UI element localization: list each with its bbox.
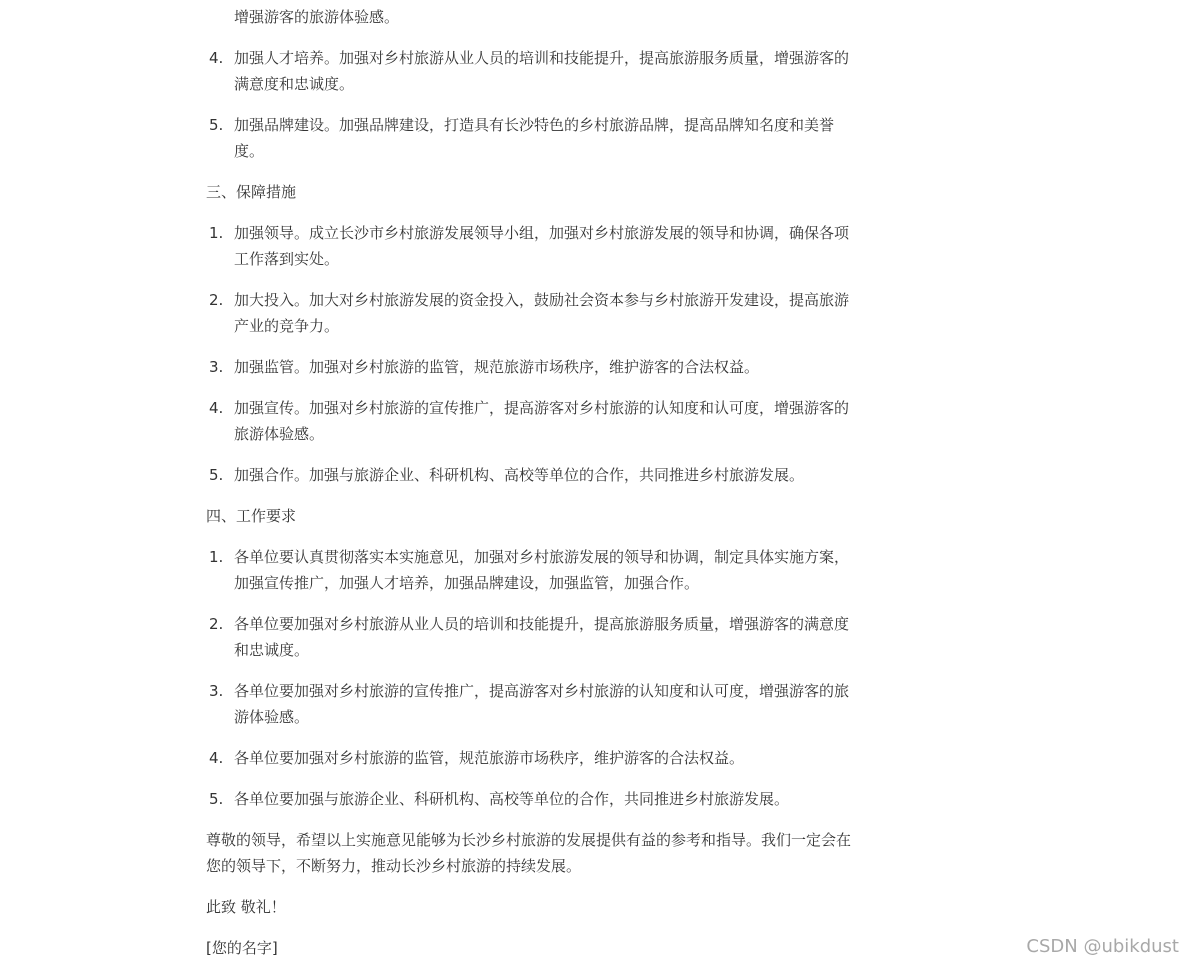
- signature: [您的名字]: [206, 939, 278, 957]
- list-item-text: 加强合作。加强与旅游企业、科研机构、高校等单位的合作，共同推进乡村旅游发展。: [234, 466, 805, 484]
- list-item: [206, 611, 851, 663]
- salutation: 此致 敬礼！: [206, 898, 286, 916]
- list-item: [206, 462, 851, 488]
- list-number: 4.: [209, 399, 224, 417]
- list-number: 3.: [209, 682, 224, 700]
- list-item: [206, 220, 851, 272]
- list-item-text: 加强领导。成立长沙市乡村旅游发展领导小组，加强对乡村旅游发展的领导和协调，确保各项工作落到实处。: [234, 224, 850, 268]
- section3-list: [206, 220, 851, 488]
- list-item-text: 各单位要加强对乡村旅游的宣传推广，提高游客对乡村旅游的认知度和认可度，增强游客的旅游体验感。: [234, 682, 850, 726]
- list-item-text: 加强监管。加强对乡村旅游的监管，规范旅游市场秩序，维护游客的合法权益。: [234, 358, 760, 376]
- list-item: [206, 544, 851, 596]
- list-item: [206, 112, 851, 164]
- article-body: [206, 0, 851, 976]
- list-number: 5.: [209, 790, 224, 808]
- closing-paragraph: 尊敬的领导，希望以上实施意见能够为长沙乡村旅游的发展提供有益的参考和指导。我们一定会在您的领导下，不断努力，推动长沙乡村旅游的持续发展。: [206, 831, 852, 875]
- list-number: 5.: [209, 116, 224, 134]
- section2-tail-list: [206, 45, 851, 164]
- list-item-text: 加强品牌建设。加强品牌建设，打造具有长沙特色的乡村旅游品牌，提高品牌知名度和美誉度。: [234, 116, 835, 160]
- list-item-text: 加大投入。加大对乡村旅游发展的资金投入，鼓励社会资本参与乡村旅游开发建设，提高旅游产业的竞争力。: [234, 291, 850, 335]
- csdn-watermark: CSDN @ubikdust: [1026, 936, 1179, 957]
- list-item-text: 各单位要加强对乡村旅游的监管，规范旅游市场秩序，维护游客的合法权益。: [234, 749, 745, 767]
- list-item-text: 加强人才培养。加强对乡村旅游从业人员的培训和技能提升，提高旅游服务质量，增强游客的满意度和忠诚度。: [234, 49, 850, 93]
- list-item: [206, 395, 851, 447]
- list-number: 4.: [209, 749, 224, 767]
- list-item: [206, 786, 851, 812]
- section4-list: [206, 544, 851, 812]
- list-number: 2.: [209, 291, 224, 309]
- list-number: 2.: [209, 615, 224, 633]
- list-item: [206, 45, 851, 97]
- list-number: 4.: [209, 49, 224, 67]
- list-number: 5.: [209, 466, 224, 484]
- section4-heading: 四、工作要求: [206, 507, 297, 525]
- section3-heading: 三、保障措施: [206, 183, 297, 201]
- list-number: 3.: [209, 358, 224, 376]
- list-item: [206, 287, 851, 339]
- continued-text: 增强游客的旅游体验感。: [234, 8, 400, 26]
- list-item-text: 各单位要加强与旅游企业、科研机构、高校等单位的合作，共同推进乡村旅游发展。: [234, 790, 790, 808]
- list-item: [206, 678, 851, 730]
- list-item: [206, 354, 851, 380]
- list-item-text: 加强宣传。加强对乡村旅游的宣传推广，提高游客对乡村旅游的认知度和认可度，增强游客的旅游体验感。: [234, 399, 850, 443]
- list-number: 1.: [209, 548, 224, 566]
- list-item-text: 各单位要加强对乡村旅游从业人员的培训和技能提升，提高旅游服务质量，增强游客的满意度和忠诚度。: [234, 615, 850, 659]
- list-item-text: 各单位要认真贯彻落实本实施意见，加强对乡村旅游发展的领导和协调，制定具体实施方案，加强宣传推广，加强人才培养，加强品牌建设，加强监管，加强合作。: [234, 548, 850, 592]
- list-number: 1.: [209, 224, 224, 242]
- list-item: [206, 745, 851, 771]
